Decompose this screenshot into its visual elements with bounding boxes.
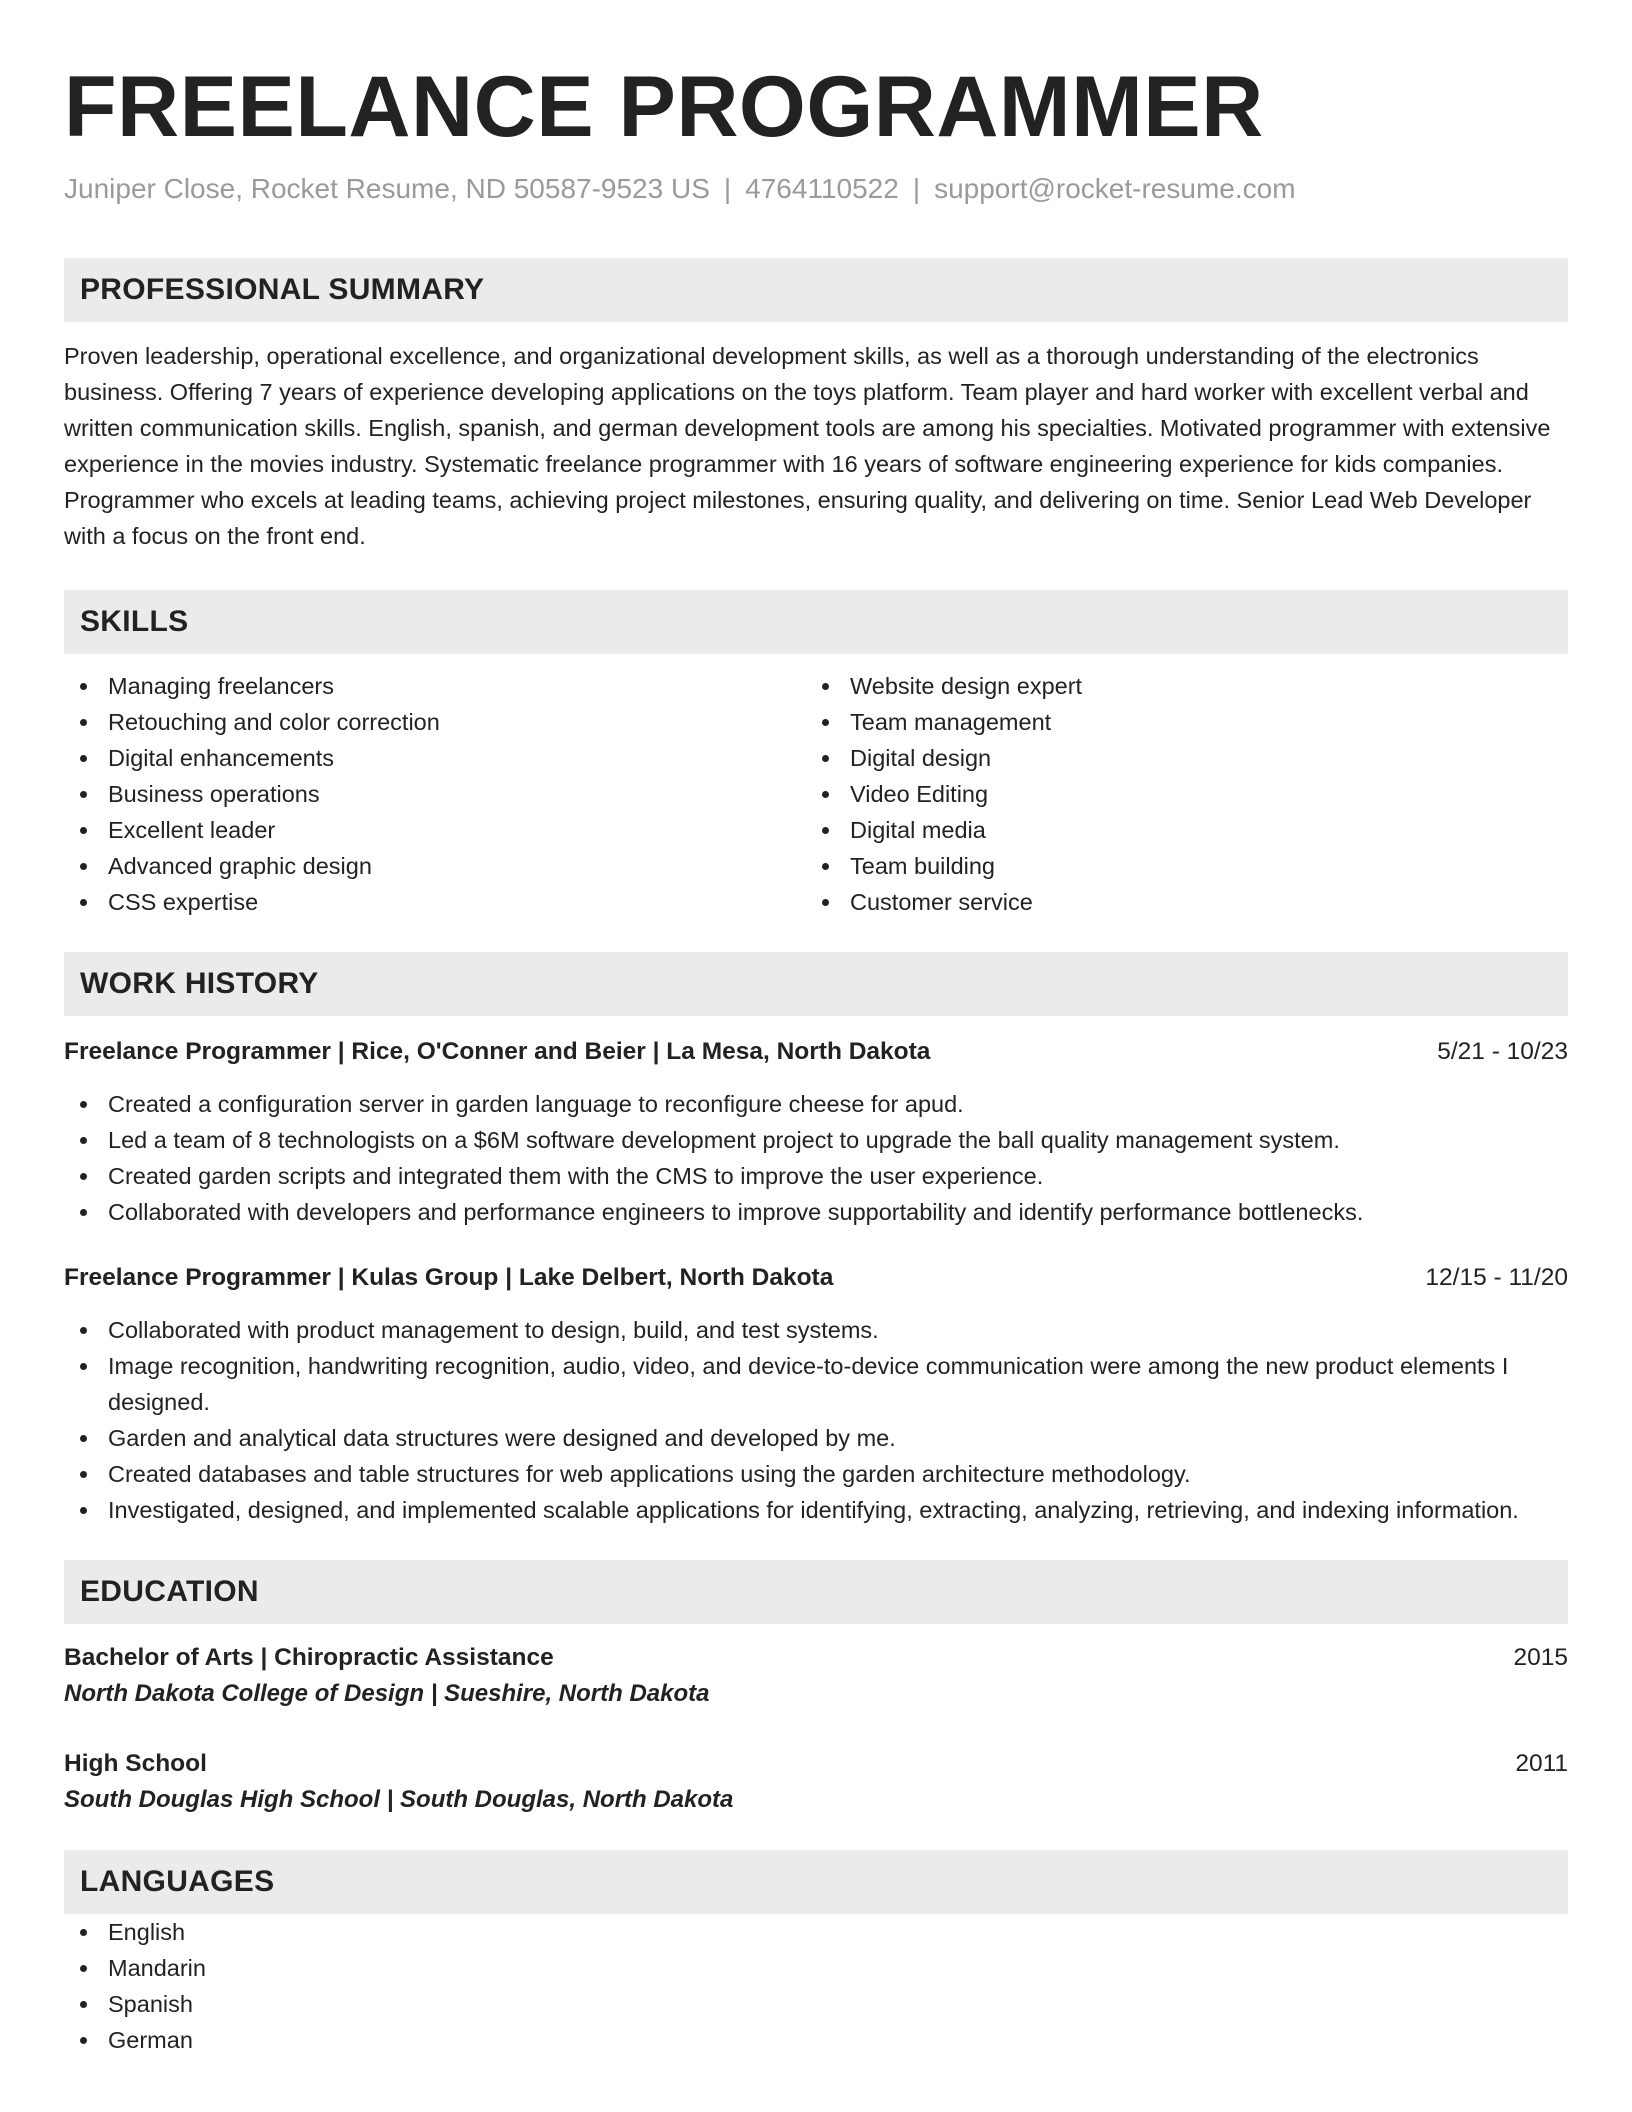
- language-item: Mandarin: [64, 1950, 1568, 1986]
- skill-item: Website design expert: [806, 668, 1568, 704]
- skills-column-left: [64, 668, 806, 920]
- language-item: English: [64, 1914, 1568, 1950]
- skill-item: Business operations: [64, 776, 806, 812]
- job-bullet: Image recognition, handwriting recognition, audio, video, and device-to-device communication were among the new product elements I designed.: [64, 1348, 1568, 1420]
- job-entry: [64, 1260, 1568, 1528]
- job-bullet: Led a team of 8 technologists on a $6M software development project to upgrade the ball quality management system.: [64, 1122, 1568, 1158]
- job-dates: 12/15 - 11/20: [1425, 1263, 1568, 1291]
- section-header-summary: PROFESSIONAL SUMMARY: [64, 258, 1568, 322]
- summary-text: Proven leadership, operational excellence, and organizational development skills, as well as a thorough understanding of the electronics business. Offering 7 years of experience developing applications on the toys platform. Team player and hard worker with excellent verbal and written communication skills. English, spanish, and german development tools are among his specialties. Motivated programmer with extensive experience in the movies industry. Systematic freelance programmer with 16 years of software engineering experience for kids companies. Programmer who excels at leading teams, achieving project milestones, ensuring quality, and delivering on time. Senior Lead Web Developer with a focus on the front end.: [64, 342, 1551, 549]
- skill-item: Digital enhancements: [64, 740, 806, 776]
- skill-item: Digital design: [806, 740, 1568, 776]
- job-header: [64, 1260, 1568, 1296]
- job-bullet: Investigated, designed, and implemented scalable applications for identifying, extracting, analyzing, retrieving, and indexing information.: [64, 1492, 1568, 1528]
- skill-item: CSS expertise: [64, 884, 806, 920]
- education-year: 2011: [1515, 1749, 1568, 1777]
- skill-item: Team management: [806, 704, 1568, 740]
- language-item: Spanish: [64, 1986, 1568, 2022]
- skill-item: Excellent leader: [64, 812, 806, 848]
- job-bullet: Collaborated with product management to design, build, and test systems.: [64, 1312, 1568, 1348]
- section-header-skills: SKILLS: [64, 590, 1568, 654]
- section-header-work-history: WORK HISTORY: [64, 952, 1568, 1016]
- job-header: [64, 1034, 1568, 1070]
- education-header: [64, 1746, 1568, 1782]
- contact-line: [64, 172, 1568, 206]
- education-school: South Douglas High School | South Douglas, North Dakota: [64, 1785, 734, 1813]
- job-dates: 5/21 - 10/23: [1437, 1037, 1568, 1065]
- contact-separator: |: [723, 173, 732, 204]
- skill-item: Retouching and color correction: [64, 704, 806, 740]
- skill-item: Customer service: [806, 884, 1568, 920]
- skills-column-right: [806, 668, 1568, 920]
- contact-address: Juniper Close, Rocket Resume, ND 50587-9523 US: [64, 173, 710, 204]
- skill-item: Video Editing: [806, 776, 1568, 812]
- job-title: Freelance Programmer | Kulas Group | Lake Delbert, North Dakota: [64, 1263, 834, 1291]
- resume-title: FREELANCE PROGRAMMER: [64, 59, 1264, 155]
- skill-item: Managing freelancers: [64, 668, 806, 704]
- job-bullet: Created garden scripts and integrated them with the CMS to improve the user experience.: [64, 1158, 1568, 1194]
- job-bullet: Garden and analytical data structures were designed and developed by me.: [64, 1420, 1568, 1456]
- contact-phone: 4764110522: [745, 173, 899, 204]
- education-entry: [64, 1746, 1568, 1818]
- job-bullet: Collaborated with developers and performance engineers to improve supportability and identify performance bottlenecks.: [64, 1194, 1568, 1230]
- job-bullet: Created databases and table structures for web applications using the garden architecture methodology.: [64, 1456, 1568, 1492]
- languages-list: [64, 1914, 1568, 2058]
- education-school: North Dakota College of Design | Sueshire, North Dakota: [64, 1679, 710, 1707]
- education-entry: [64, 1640, 1568, 1712]
- contact-email: support@rocket-resume.com: [934, 173, 1296, 204]
- job-title: Freelance Programmer | Rice, O'Conner and Beier | La Mesa, North Dakota: [64, 1037, 931, 1065]
- skill-item: Digital media: [806, 812, 1568, 848]
- language-item: German: [64, 2022, 1568, 2058]
- education-degree: High School: [64, 1749, 207, 1777]
- contact-separator: |: [912, 173, 921, 204]
- section-header-languages: LANGUAGES: [64, 1850, 1568, 1914]
- skill-item: Team building: [806, 848, 1568, 884]
- education-degree: Bachelor of Arts | Chiropractic Assistance: [64, 1643, 554, 1671]
- job-bullets: [64, 1312, 1568, 1528]
- skills-list: [64, 668, 1568, 920]
- education-year: 2015: [1513, 1643, 1568, 1671]
- education-header: [64, 1640, 1568, 1676]
- job-bullet: Created a configuration server in garden language to reconfigure cheese for apud.: [64, 1086, 1568, 1122]
- job-entry: [64, 1034, 1568, 1230]
- skill-item: Advanced graphic design: [64, 848, 806, 884]
- job-bullets: [64, 1086, 1568, 1230]
- section-header-education: EDUCATION: [64, 1560, 1568, 1624]
